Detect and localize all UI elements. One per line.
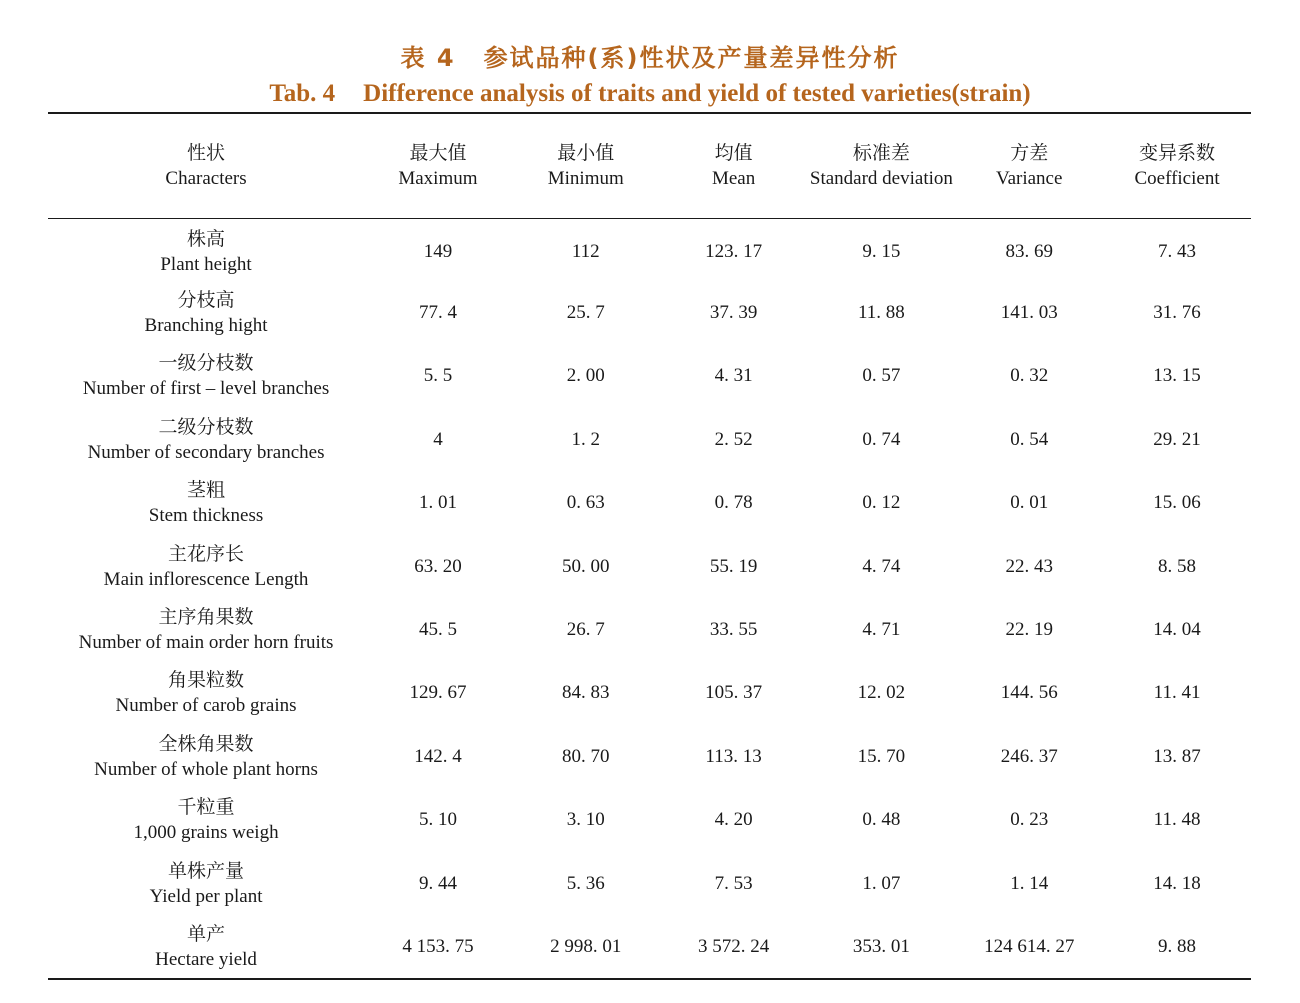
trait-name-zh: 单产 bbox=[187, 922, 226, 945]
value-cell: 26. 7 bbox=[566, 619, 605, 641]
value-cell: 144. 56 bbox=[1000, 682, 1058, 704]
value-cell: 246. 37 bbox=[1000, 745, 1058, 767]
caption-en-label: Tab. 4 bbox=[269, 80, 336, 107]
trait-cell bbox=[48, 472, 364, 535]
value-cell: 55. 19 bbox=[709, 555, 758, 577]
trait-name-zh: 一级分枝数 bbox=[158, 352, 254, 375]
data-table bbox=[48, 114, 1251, 979]
value-cell: 141. 03 bbox=[1000, 302, 1058, 324]
value-cell: 0. 63 bbox=[566, 492, 605, 514]
value-cell: 0. 23 bbox=[1010, 809, 1049, 831]
trait-name-en: Stem thickness bbox=[148, 505, 264, 527]
table-row bbox=[48, 852, 1251, 915]
value-cell: 4. 31 bbox=[714, 365, 753, 387]
value-cell: 1. 07 bbox=[862, 872, 901, 894]
value-cell: 37. 39 bbox=[709, 302, 758, 324]
value-cell: 2. 00 bbox=[566, 365, 605, 387]
value-cell: 0. 12 bbox=[862, 492, 901, 514]
value-cell: 1. 14 bbox=[1010, 872, 1049, 894]
caption-en-title: Difference analysis of traits and yield of tested varieties(strain) bbox=[363, 80, 1031, 107]
column-header: 均值 Mean bbox=[711, 142, 756, 189]
value-cell: 149 bbox=[423, 240, 453, 262]
table-caption-english bbox=[0, 80, 1300, 108]
value-cell: 50. 00 bbox=[562, 555, 610, 577]
value-cell: 83. 69 bbox=[1005, 240, 1053, 262]
trait-name-en: Number of main order horn fruits bbox=[78, 632, 334, 654]
value-cell: 0. 74 bbox=[862, 428, 901, 450]
value-cell: 4 bbox=[433, 428, 443, 450]
table-row bbox=[48, 915, 1251, 978]
value-cell: 7. 53 bbox=[714, 872, 753, 894]
value-cell: 112 bbox=[571, 240, 600, 262]
value-cell: 0. 32 bbox=[1010, 365, 1049, 387]
value-cell: 63. 20 bbox=[414, 555, 462, 577]
value-cell: 0. 01 bbox=[1010, 492, 1049, 514]
value-cell: 5. 5 bbox=[423, 365, 453, 387]
table-row bbox=[48, 789, 1251, 852]
trait-name-en: 1,000 grains weigh bbox=[133, 822, 279, 844]
trait-name-zh: 单株产量 bbox=[168, 859, 245, 882]
value-cell: 142. 4 bbox=[414, 745, 462, 767]
trait-name-zh: 千粒重 bbox=[177, 796, 235, 819]
value-cell: 4 153. 75 bbox=[402, 935, 474, 957]
value-cell: 1. 01 bbox=[418, 492, 457, 514]
value-cell: 12. 02 bbox=[857, 682, 906, 704]
value-cell: 7. 43 bbox=[1158, 240, 1197, 262]
value-cell: 3. 10 bbox=[566, 809, 605, 831]
table-body bbox=[48, 218, 1251, 979]
value-cell: 80. 70 bbox=[562, 745, 610, 767]
column-header: 标准差 Standard deviation bbox=[809, 142, 953, 189]
trait-cell bbox=[48, 281, 364, 344]
trait-name-zh: 全株角果数 bbox=[158, 732, 254, 755]
trait-name-zh: 茎粗 bbox=[187, 479, 226, 502]
table-row bbox=[48, 662, 1251, 725]
trait-name-en: Number of first – level branches bbox=[82, 378, 330, 400]
column-header: 最大值 Maximum bbox=[398, 142, 478, 189]
table-row bbox=[48, 345, 1251, 408]
value-cell: 29. 21 bbox=[1153, 428, 1201, 450]
value-cell: 2 998. 01 bbox=[550, 935, 622, 957]
value-cell: 4. 71 bbox=[862, 619, 901, 641]
value-cell: 2. 52 bbox=[714, 428, 753, 450]
trait-name-en: Branching hight bbox=[144, 315, 268, 337]
column-header: 性状 Characters bbox=[165, 142, 247, 189]
value-cell: 3 572. 24 bbox=[697, 935, 770, 957]
value-cell: 13. 87 bbox=[1153, 745, 1201, 767]
value-cell: 5. 10 bbox=[418, 809, 457, 831]
trait-name-en: Main inflorescence Length bbox=[103, 568, 309, 590]
trait-name-zh: 主花序长 bbox=[168, 542, 245, 565]
value-cell: 105. 37 bbox=[705, 682, 763, 704]
column-header: 变异系数 Coefficient bbox=[1134, 142, 1220, 189]
table-row bbox=[48, 408, 1251, 471]
value-cell: 353. 01 bbox=[852, 935, 910, 957]
value-cell: 0. 78 bbox=[714, 492, 753, 514]
value-cell: 15. 70 bbox=[857, 745, 906, 767]
trait-cell bbox=[48, 789, 364, 852]
trait-cell bbox=[48, 852, 364, 915]
value-cell: 9. 15 bbox=[862, 240, 901, 262]
value-cell: 33. 55 bbox=[709, 619, 758, 641]
value-cell: 45. 5 bbox=[418, 619, 457, 641]
value-cell: 1. 2 bbox=[571, 428, 601, 450]
trait-name-zh: 角果粒数 bbox=[168, 669, 245, 692]
header-row bbox=[48, 114, 1251, 218]
value-cell: 0. 54 bbox=[1010, 428, 1049, 450]
table-row bbox=[48, 218, 1251, 281]
value-cell: 11. 48 bbox=[1153, 809, 1201, 831]
trait-name-en: Number of whole plant horns bbox=[94, 758, 318, 780]
column-header: 最小值 Minimum bbox=[547, 142, 624, 189]
value-cell: 31. 76 bbox=[1153, 302, 1201, 324]
value-cell: 14. 04 bbox=[1153, 619, 1201, 641]
trait-name-en: Number of secondary branches bbox=[87, 441, 325, 463]
value-cell: 22. 43 bbox=[1005, 555, 1053, 577]
trait-cell bbox=[48, 915, 364, 978]
trait-name-zh: 主序角果数 bbox=[158, 606, 254, 629]
value-cell: 0. 48 bbox=[862, 809, 901, 831]
trait-cell bbox=[48, 662, 364, 725]
trait-cell bbox=[48, 598, 364, 661]
value-cell: 77. 4 bbox=[418, 302, 457, 324]
value-cell: 11. 88 bbox=[857, 302, 905, 324]
trait-cell bbox=[48, 218, 364, 281]
trait-name-en: Number of carob grains bbox=[115, 695, 297, 717]
value-cell: 124 614. 27 bbox=[984, 935, 1075, 957]
trait-cell bbox=[48, 408, 364, 471]
value-cell: 8. 58 bbox=[1158, 555, 1197, 577]
trait-cell bbox=[48, 725, 364, 788]
value-cell: 22. 19 bbox=[1005, 619, 1053, 641]
value-cell: 9. 88 bbox=[1158, 935, 1197, 957]
value-cell: 25. 7 bbox=[566, 302, 605, 324]
value-cell: 5. 36 bbox=[566, 872, 605, 894]
trait-name-en: Yield per plant bbox=[149, 885, 263, 907]
trait-name-zh: 株高 bbox=[187, 227, 226, 250]
trait-name-en: Plant height bbox=[160, 253, 252, 275]
value-cell: 123. 17 bbox=[705, 240, 763, 262]
caption-zh-title: 参试品种(系)性状及产量差异性分析 bbox=[483, 44, 900, 72]
trait-cell bbox=[48, 345, 364, 408]
value-cell: 4. 20 bbox=[714, 809, 753, 831]
value-cell: 84. 83 bbox=[562, 682, 610, 704]
column-header: 方差 Variance bbox=[995, 142, 1063, 189]
value-cell: 11. 41 bbox=[1153, 682, 1201, 704]
value-cell: 113. 13 bbox=[705, 745, 762, 767]
table-row bbox=[48, 725, 1251, 788]
table-row bbox=[48, 281, 1251, 344]
table-row bbox=[48, 535, 1251, 598]
trait-name-zh: 二级分枝数 bbox=[158, 415, 254, 438]
value-cell: 15. 06 bbox=[1153, 492, 1201, 514]
trait-name-en: Hectare yield bbox=[155, 948, 257, 970]
caption-zh-label: 表 4 bbox=[400, 44, 456, 72]
table-row bbox=[48, 472, 1251, 535]
value-cell: 14. 18 bbox=[1153, 872, 1201, 894]
table-row bbox=[48, 598, 1251, 661]
trait-name-zh: 分枝高 bbox=[177, 289, 235, 312]
value-cell: 4. 74 bbox=[862, 555, 901, 577]
trait-cell bbox=[48, 535, 364, 598]
value-cell: 13. 15 bbox=[1153, 365, 1201, 387]
value-cell: 0. 57 bbox=[862, 365, 901, 387]
value-cell: 9. 44 bbox=[418, 872, 457, 894]
value-cell: 129. 67 bbox=[409, 682, 467, 704]
table-caption-chinese bbox=[0, 38, 1300, 73]
